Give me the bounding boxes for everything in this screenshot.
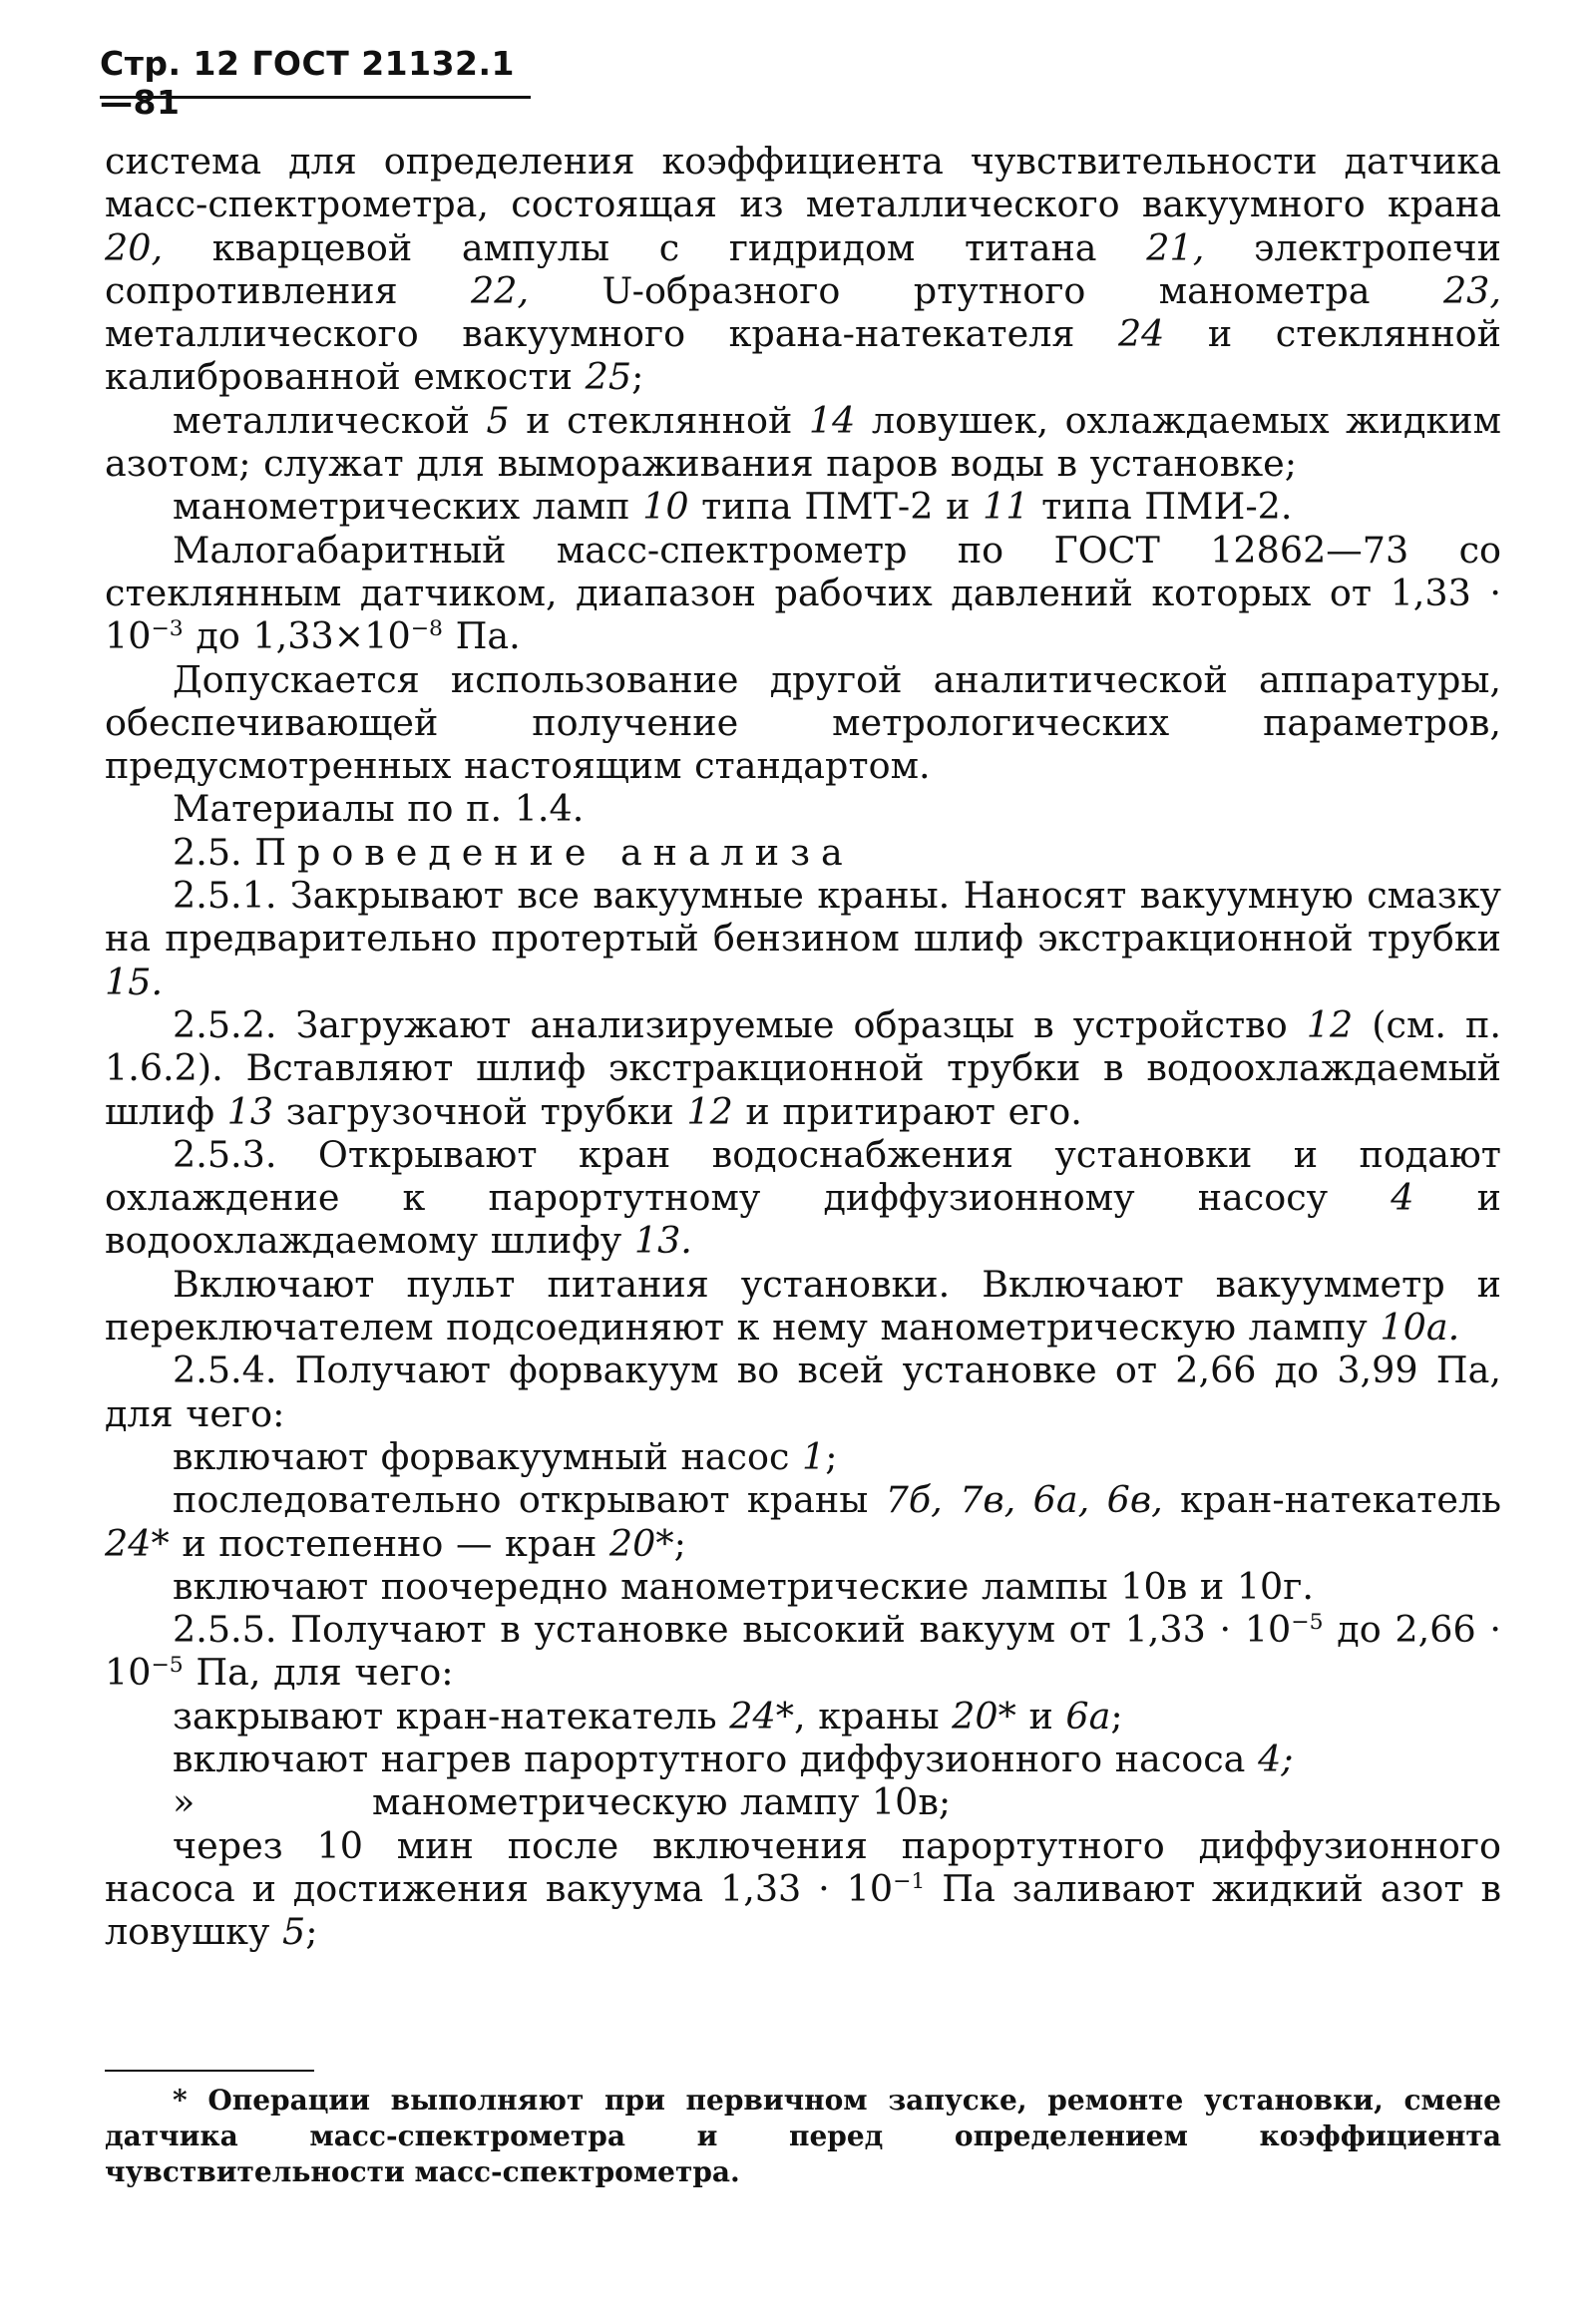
paragraph-heater-on: включают нагрев парортутного диффузионного насоса 4; <box>173 1737 1294 1780</box>
paragraph-traps: металлической 5 и стеклянной 14 ловушек, охлаждаемых жидким азотом; служат для вымораживания паров воды в установке; <box>105 398 1501 486</box>
page-header: Стр. 12 ГОСТ 21132.1—81 <box>100 44 516 122</box>
document-body <box>105 140 1501 1953</box>
paragraph-ditto-lamp: » манометрическую лампу 10в; <box>173 1780 952 1824</box>
section-heading-2-5: 2.5. Проведение анализа <box>173 830 854 874</box>
paragraph-2-5-2: 2.5.2. Загружают анализируемые образцы в устройство 12 (см. п. 1.6.2). Вставляют шлиф экстракционной трубки в водоохлаждаемый шлиф 13 загрузочной трубки 12 и притирают его. <box>105 1002 1501 1133</box>
paragraph-2-5-3: 2.5.3. Открывают кран водоснабжения установки и подают охлаждение к парортутному диффузионному насосу 4 и водоохлаждаемому шлифу 13. <box>105 1132 1501 1263</box>
paragraph-open-valves: последовательно открывают краны 7б, 7в, 6а, 6в, кран-натекатель 24* и постепенно — кран 20*; <box>105 1478 1501 1565</box>
paragraph-forepump: включают форвакуумный насос 1; <box>173 1434 838 1478</box>
paragraph-2-5-5: 2.5.5. Получают в установке высокий вакуум от $1,33 \cdot 10^{-5}$ до $2,66 \cdot 10^{-5}$ Па, для чего: <box>105 1608 1502 1695</box>
footnote <box>105 2083 1501 2190</box>
ditto-mark: » <box>173 1780 196 1824</box>
footnote-text: * Операции выполняют при первичном запуске, ремонте установки, смене датчика масс-спектрометра и перед определением коэффициента чувствительности масс-спектрометра. <box>105 2084 1501 2188</box>
paragraph-power-on: Включают пульт питания установки. Включают вакуумметр и переключателем подсоединяют к нему манометрическую лампу 10а. <box>105 1262 1501 1350</box>
paragraph-calibration-system: система для определения коэффициента чувствительности датчика масс-спектрометра, состоящая из металлического вакуумного крана 20, кварцевой ампулы с гидридом титана 21, электропечи сопротивления 22, U-образного ртутного манометра 23, металлического вакуумного крана-натекателя 24 и стеклянной калиброванной емкости 25; <box>105 140 1501 399</box>
paragraph-materials: Материалы по п. 1.4. <box>173 787 585 831</box>
paragraph-gauge-lamps-on: включают поочередно манометрические лампы 10в и 10г. <box>173 1564 1315 1608</box>
paragraph-mass-spectrometer: Малогабаритный масс-спектрометр по ГОСТ 12862—73 со стеклянным датчиком, диапазон рабочих давлений которых от $1,33 \cdot 10^{-3}$ до $1,33\times 10^{-8}$ Па. <box>105 528 1501 658</box>
paragraph-nitrogen: через 10 мин после включения парортутного диффузионного насоса и достижения вакуума $1,33 \cdot 10^{-1}$ Па заливают жидкий азот в ловушку 5; <box>105 1823 1501 1954</box>
paragraph-2-5-1: 2.5.1. Закрывают все вакуумные краны. Наносят вакуумную смазку на предварительно протертый бензином шлиф экстракционной трубки 15. <box>105 874 1501 1003</box>
header-rule <box>100 96 531 99</box>
paragraph-other-apparatus: Допускается использование другой аналитической аппаратуры, обеспечивающей получение метрологических параметров, предусмотренных настоящим стандартом. <box>105 657 1501 788</box>
paragraph-gauge-lamps: манометрических ламп 10 типа ПМТ-2 и 11 типа ПМИ-2. <box>173 485 1293 529</box>
footnote-rule <box>105 2070 314 2072</box>
paragraph-close-valves: закрывают кран-натекатель 24*, краны 20* и 6а; <box>173 1694 1123 1738</box>
paragraph-2-5-4: 2.5.4. Получают форвакуум во всей установке от 2,66 до 3,99 Па, для чего: <box>105 1349 1501 1435</box>
